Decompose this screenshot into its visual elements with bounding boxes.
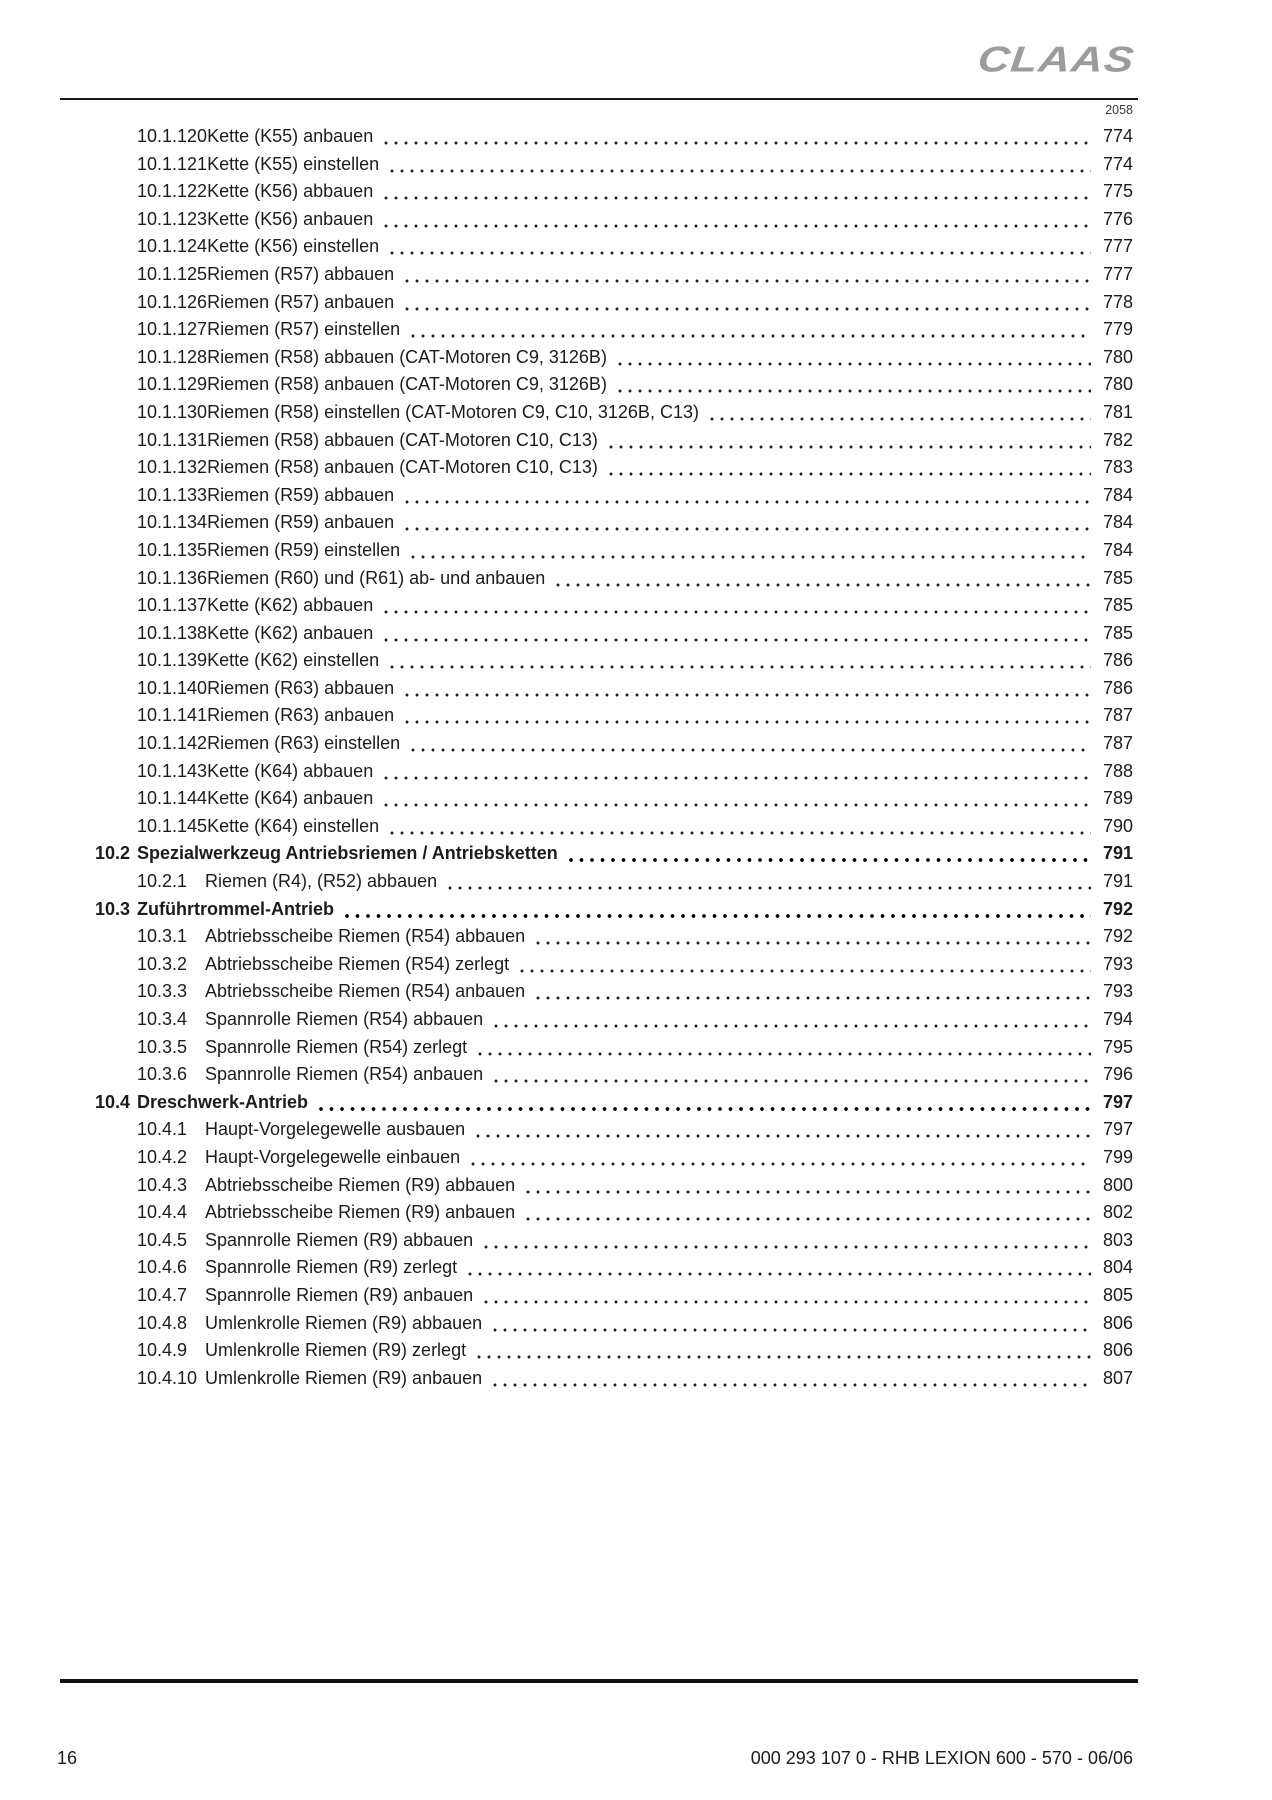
toc-entry-title: Kette (K56) einstellen: [207, 236, 380, 257]
toc-entry-page: 778: [1102, 291, 1133, 312]
toc-entry: [95, 427, 1133, 455]
toc-leader-dots: [615, 371, 1091, 399]
toc-leader-dots: [381, 758, 1091, 786]
toc-entry-title: Riemen (R58) abbauen (CAT-Motoren C10, C13): [207, 429, 598, 450]
toc-leader-dots: [523, 1172, 1091, 1200]
toc-entry: [95, 923, 1133, 951]
toc-entry-page: 790: [1102, 815, 1133, 836]
toc-entry-title: Riemen (R57) abbauen: [207, 263, 395, 284]
toc-entry-page: 779: [1102, 319, 1133, 340]
toc-entry-number: 10.1.139: [137, 650, 208, 671]
toc-leader-dots: [381, 785, 1091, 813]
toc-entry-title: Spannrolle Riemen (R9) zerlegt: [205, 1257, 458, 1278]
toc-entry-page: 775: [1102, 181, 1133, 202]
toc-entry-page: 785: [1102, 622, 1133, 643]
toc-entry-number: 10.4.2: [137, 1146, 188, 1167]
toc-leader-dots: [445, 868, 1091, 896]
toc-entry-title: Kette (K56) anbauen: [207, 208, 374, 229]
toc-leader-dots: [402, 289, 1091, 317]
toc-entry-number: 10.3.1: [137, 926, 188, 947]
toc-entry: [95, 1034, 1133, 1062]
toc-entry-number: 10.1.145: [137, 815, 208, 836]
toc-entry-page: 786: [1102, 677, 1133, 698]
toc-leader-dots: [381, 592, 1091, 620]
toc-leader-dots: [381, 206, 1091, 234]
toc-leader-dots: [491, 1061, 1091, 1089]
toc-entry-title: Kette (K64) anbauen: [207, 788, 374, 809]
footer-page-number: 16: [57, 1748, 78, 1768]
toc-entry-title: Abtriebsscheibe Riemen (R9) anbauen: [205, 1202, 516, 1223]
toc-entry: [95, 951, 1133, 979]
toc-entry-title: Riemen (R63) einstellen: [207, 733, 401, 754]
toc-entry-page: 785: [1102, 567, 1133, 588]
toc-leader-dots: [606, 454, 1091, 482]
toc-entry-title: Riemen (R4), (R52) abbauen: [205, 871, 438, 892]
toc-entry: [95, 509, 1133, 537]
toc-leader-dots: [408, 537, 1091, 565]
toc-entry-page: 783: [1102, 457, 1133, 478]
toc-leader-dots: [402, 509, 1091, 537]
toc-leader-dots: [517, 951, 1091, 979]
toc-entry-title: Spezialwerkzeug Antriebsriemen / Antriebsketten: [137, 843, 558, 864]
toc-leader-dots: [553, 565, 1091, 593]
toc-entry: [95, 1365, 1133, 1393]
toc-entry-title: Riemen (R59) abbauen: [207, 484, 395, 505]
doc-code: 2058: [1105, 103, 1133, 117]
toc-entry-title: Kette (K64) einstellen: [207, 815, 380, 836]
toc-leader-dots: [490, 1310, 1091, 1338]
toc-entry-title: Spannrolle Riemen (R9) abbauen: [205, 1229, 474, 1250]
toc-entry: [95, 620, 1133, 648]
toc-entry: [95, 1310, 1133, 1338]
toc-entry-number: 10.4.1: [137, 1119, 188, 1140]
toc-leader-dots: [408, 730, 1091, 758]
toc-entry-page: 784: [1102, 512, 1133, 533]
toc-entry-number: 10.1.122: [137, 181, 208, 202]
toc-entry-page: 806: [1102, 1340, 1133, 1361]
toc-entry-number: 10.1.130: [137, 401, 208, 422]
toc-entry-page: 784: [1102, 484, 1133, 505]
toc-entry-number: 10.1.120: [137, 126, 208, 146]
toc-entry: [95, 592, 1133, 620]
toc-leader-dots: [533, 923, 1091, 951]
toc-entry-title: Spannrolle Riemen (R54) anbauen: [205, 1064, 484, 1085]
toc-leader-dots: [316, 1089, 1091, 1117]
toc-entry: [95, 371, 1133, 399]
toc-entry-page: 788: [1102, 760, 1133, 781]
toc-entry-number: 10.4.10: [137, 1367, 198, 1388]
toc-entry-number: 10.1.140: [137, 677, 208, 698]
toc-entry-number: 10.4.7: [137, 1284, 188, 1305]
toc-entry-page: 802: [1102, 1202, 1133, 1223]
toc-entry-title: Riemen (R58) einstellen (CAT-Motoren C9, C10, 3126B, C13): [207, 401, 699, 422]
toc-entry: [95, 399, 1133, 427]
toc-entry-title: Spannrolle Riemen (R54) zerlegt: [205, 1036, 468, 1057]
toc-entry-title: Dreschwerk-Antrieb: [137, 1091, 309, 1112]
toc-entry: [95, 1227, 1133, 1255]
toc-entry-number: 10.3.3: [137, 981, 188, 1002]
toc-entry-number: 10.1.138: [137, 622, 208, 643]
toc-entry-page: 793: [1102, 981, 1133, 1002]
toc-entry-title: Riemen (R58) abbauen (CAT-Motoren C9, 3126B): [207, 346, 607, 367]
toc-entry: [95, 647, 1133, 675]
toc-entry-title: Haupt-Vorgelegewelle ausbauen: [205, 1119, 466, 1140]
toc-entry-number: 10.3.4: [137, 1009, 188, 1029]
toc-entry: [95, 178, 1133, 206]
toc-entry-title: Abtriebsscheibe Riemen (R54) abbauen: [205, 926, 526, 947]
toc-entry-number: 10.4.4: [137, 1202, 188, 1223]
toc-entry-number: 10.3.6: [137, 1064, 188, 1085]
toc-leader-dots: [606, 427, 1091, 455]
toc-entry-title: Kette (K64) abbauen: [207, 760, 374, 781]
toc-entry: [95, 316, 1133, 344]
toc-leader-dots: [474, 1337, 1091, 1365]
toc-entry-title: Riemen (R58) anbauen (CAT-Motoren C10, C13): [207, 457, 598, 478]
toc-entry-title: Riemen (R60) und (R61) ab- und anbauen: [207, 567, 546, 588]
toc-leader-dots: [387, 647, 1091, 675]
toc-leader-dots: [381, 178, 1091, 206]
toc-entry-page: 797: [1102, 1119, 1133, 1140]
toc-entry-page: 804: [1102, 1257, 1133, 1278]
toc-entry-title: Umlenkrolle Riemen (R9) zerlegt: [205, 1340, 467, 1361]
toc-entry-page: 774: [1102, 126, 1133, 146]
toc-entry: [95, 565, 1133, 593]
toc-entry-title: Spannrolle Riemen (R9) anbauen: [205, 1284, 474, 1305]
toc-entry-page: 793: [1102, 953, 1133, 974]
toc-entry: [95, 206, 1133, 234]
toc-entry: [95, 537, 1133, 565]
toc-entry-title: Kette (K55) anbauen: [207, 126, 374, 146]
toc-entry-title: Haupt-Vorgelegewelle einbauen: [205, 1146, 461, 1167]
toc-entry-page: 781: [1102, 401, 1133, 422]
toc-entry: [95, 261, 1133, 289]
footer-rule: [60, 1679, 1138, 1683]
toc-entry-page: 805: [1102, 1284, 1133, 1305]
toc-leader-dots: [490, 1365, 1091, 1393]
toc-entry-page: 787: [1102, 733, 1133, 754]
toc-entry-title: Umlenkrolle Riemen (R9) anbauen: [205, 1367, 483, 1388]
toc-entry-number: 10.4.6: [137, 1257, 188, 1278]
toc-entry-number: 10.3.2: [137, 953, 188, 974]
toc-leader-dots: [402, 261, 1091, 289]
toc-entry-title: Kette (K55) einstellen: [207, 153, 380, 174]
toc-entry-number: 10.1.132: [137, 457, 208, 478]
toc-entry-title: Zuführtrommel-Antrieb: [137, 898, 334, 919]
toc-entry-title: Riemen (R59) anbauen: [207, 512, 395, 533]
toc-entry: [95, 289, 1133, 317]
toc-entry: [95, 1116, 1133, 1144]
toc-entry-page: 791: [1102, 843, 1133, 864]
toc-entry-number: 10.1.129: [137, 374, 208, 395]
toc-entry-page: 780: [1102, 346, 1133, 367]
toc-entry-title: Umlenkrolle Riemen (R9) abbauen: [205, 1312, 483, 1333]
toc-entry: [95, 344, 1133, 372]
toc-entry-number: 10.1.128: [137, 346, 208, 367]
toc-leader-dots: [481, 1282, 1091, 1310]
toc-entry: [95, 758, 1133, 786]
toc-entry-page: 796: [1102, 1064, 1133, 1085]
toc-entry-page: 787: [1102, 705, 1133, 726]
toc-entry-number: 10.1.133: [137, 484, 208, 505]
toc-entry: [95, 482, 1133, 510]
toc-leader-dots: [491, 1006, 1091, 1034]
toc-leader-dots: [533, 978, 1091, 1006]
toc-entry-number: 10.1.123: [137, 208, 208, 229]
toc-entry: [95, 730, 1133, 758]
toc-entry-page: 794: [1102, 1009, 1133, 1029]
toc-entry-page: 777: [1102, 236, 1133, 257]
toc-leader-dots: [381, 620, 1091, 648]
toc-leader-dots: [402, 702, 1091, 730]
toc-entry: [95, 1282, 1133, 1310]
toc-leader-dots: [481, 1227, 1091, 1255]
toc-entry-title: Kette (K56) abbauen: [207, 181, 374, 202]
toc-entry-number: 10.2: [95, 843, 131, 864]
toc-entry: [95, 1199, 1133, 1227]
toc-leader-dots: [387, 233, 1091, 261]
toc-entry-page: 792: [1102, 898, 1133, 919]
toc-entry: [95, 840, 1133, 868]
toc-entry-title: Kette (K62) anbauen: [207, 622, 374, 643]
toc-entry-title: Kette (K62) einstellen: [207, 650, 380, 671]
toc-leader-dots: [523, 1199, 1091, 1227]
toc-entry-page: 782: [1102, 429, 1133, 450]
toc-entry: [95, 123, 1133, 151]
toc-entry: [95, 1061, 1133, 1089]
footer-doc-ref: 000 293 107 0 - RHB LEXION 600 - 570 - 06/06: [750, 1748, 1133, 1768]
toc-entry-title: Riemen (R58) anbauen (CAT-Motoren C9, 3126B): [207, 374, 607, 395]
toc-entry: [95, 896, 1133, 924]
toc-leader-dots: [381, 123, 1091, 151]
toc-entry-number: 10.1.126: [137, 291, 208, 312]
toc-entry-number: 10.4.8: [137, 1312, 188, 1333]
toc-leader-dots: [566, 840, 1091, 868]
toc-entry-page: 784: [1102, 539, 1133, 560]
toc-entry-page: 777: [1102, 263, 1133, 284]
toc-entry-title: Riemen (R59) einstellen: [207, 539, 401, 560]
toc-entry-title: Abtriebsscheibe Riemen (R54) zerlegt: [205, 953, 510, 974]
toc-entry-page: 774: [1102, 153, 1133, 174]
toc-entry-number: 10.4.5: [137, 1229, 188, 1250]
toc-entry-page: 786: [1102, 650, 1133, 671]
toc-leader-dots: [408, 316, 1091, 344]
toc-entry: [95, 151, 1133, 179]
toc-entry: [95, 1006, 1133, 1034]
toc-entry-number: 10.3.5: [137, 1036, 188, 1057]
toc-entry: [95, 785, 1133, 813]
toc-entry-number: 10.1.131: [137, 429, 208, 450]
toc-entry-number: 10.1.136: [137, 567, 208, 588]
toc-entry-number: 10.4.9: [137, 1340, 188, 1361]
toc-entry-number: 10.4: [95, 1091, 131, 1112]
toc-entry: [95, 702, 1133, 730]
toc-entry-number: 10.1.141: [137, 705, 208, 726]
toc-leader-dots: [473, 1116, 1091, 1144]
toc-entry-number: 10.1.144: [137, 788, 208, 809]
toc-leader-dots: [402, 482, 1091, 510]
toc-entry-page: 799: [1102, 1146, 1133, 1167]
toc-entry-page: 791: [1102, 871, 1133, 892]
toc-entry: [95, 813, 1133, 841]
toc-entry: [95, 1172, 1133, 1200]
toc-entry: [95, 454, 1133, 482]
toc-entry-number: 10.4.3: [137, 1174, 188, 1195]
toc-entry-number: 10.1.135: [137, 539, 208, 560]
toc-leader-dots: [402, 675, 1091, 703]
toc-entry: [95, 868, 1133, 896]
toc-entry-title: Spannrolle Riemen (R54) abbauen: [205, 1009, 484, 1029]
toc-entry-number: 10.1.125: [137, 263, 208, 284]
toc-leader-dots: [465, 1254, 1091, 1282]
toc-entry-page: 797: [1102, 1091, 1133, 1112]
toc-entry-page: 785: [1102, 595, 1133, 616]
header-rule: [60, 98, 1138, 100]
toc-entry-page: 789: [1102, 788, 1133, 809]
toc-entry-number: 10.1.121: [137, 153, 208, 174]
toc-entry: [95, 1337, 1133, 1365]
toc-entry-number: 10.1.134: [137, 512, 208, 533]
toc-leader-dots: [342, 896, 1091, 924]
toc-entry-page: 800: [1102, 1174, 1133, 1195]
toc-entry: [95, 978, 1133, 1006]
toc-entry-title: Riemen (R63) abbauen: [207, 677, 395, 698]
footer: [57, 1748, 1133, 1769]
toc-leader-dots: [707, 399, 1091, 427]
toc-entry-page: 795: [1102, 1036, 1133, 1057]
toc-entry-title: Riemen (R63) anbauen: [207, 705, 395, 726]
toc-entry-number: 10.3: [95, 898, 131, 919]
toc-leader-dots: [387, 151, 1091, 179]
toc-entry-number: 10.1.127: [137, 319, 208, 340]
toc-entry-page: 807: [1102, 1367, 1133, 1388]
toc-leader-dots: [387, 813, 1091, 841]
toc-entry-page: 776: [1102, 208, 1133, 229]
toc-entry-page: 792: [1102, 926, 1133, 947]
toc-entry-number: 10.1.124: [137, 236, 208, 257]
toc-entry-number: 10.2.1: [137, 871, 188, 892]
toc-entry-number: 10.1.143: [137, 760, 208, 781]
toc-entry-number: 10.1.142: [137, 733, 208, 754]
toc-entry-title: Riemen (R57) anbauen: [207, 291, 395, 312]
toc-leader-dots: [475, 1034, 1091, 1062]
toc-entry-page: 803: [1102, 1229, 1133, 1250]
toc-entry-number: 10.1.137: [137, 595, 208, 616]
toc-entry-title: Kette (K62) abbauen: [207, 595, 374, 616]
toc-entry-page: 780: [1102, 374, 1133, 395]
toc-entry: [95, 1254, 1133, 1282]
toc-entry-title: Abtriebsscheibe Riemen (R54) anbauen: [205, 981, 526, 1002]
toc-entry-title: Abtriebsscheibe Riemen (R9) abbauen: [205, 1174, 516, 1195]
toc-entry: [95, 1144, 1133, 1172]
toc-entry-title: Riemen (R57) einstellen: [207, 319, 401, 340]
toc-entry: [95, 233, 1133, 261]
toc-leader-dots: [468, 1144, 1091, 1172]
toc-leader-dots: [615, 344, 1091, 372]
toc-entry: [95, 1089, 1133, 1117]
table-of-contents: [95, 123, 1133, 1392]
toc-entry: [95, 675, 1133, 703]
toc-entry-page: 806: [1102, 1312, 1133, 1333]
claas-logo: CLAAS: [976, 39, 1138, 80]
